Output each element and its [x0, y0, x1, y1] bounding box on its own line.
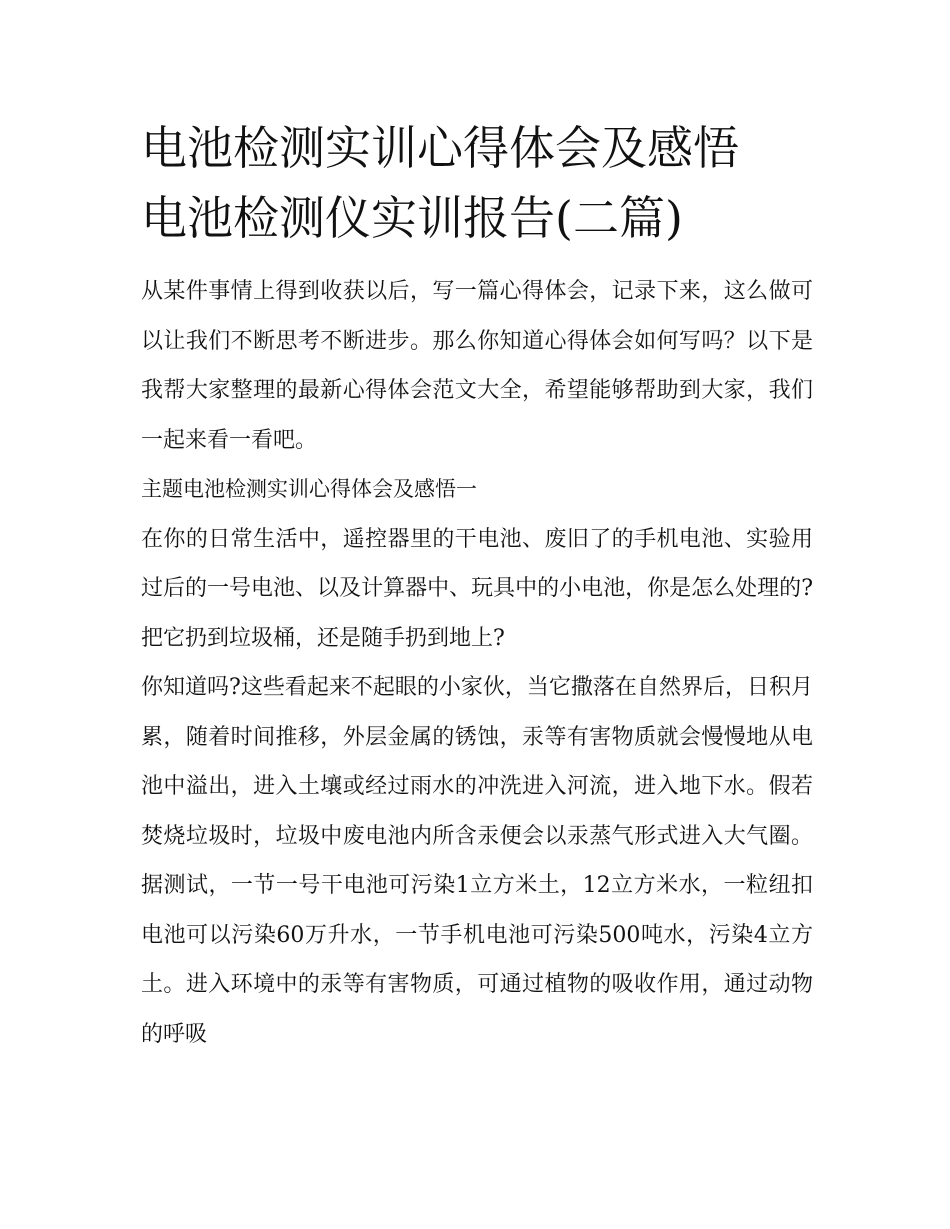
section-heading: 主题电池检测实训心得体会及感悟一: [141, 477, 477, 501]
document-body: [141, 113, 813, 1059]
title-line-2: 电池检测仪实训报告(二篇): [141, 191, 683, 245]
intro-paragraph: 从某件事情上得到收获以后，写一篇心得体会，记录下来，这么做可以让我们不断思考不断进步。那么你知道心得体会如何写吗？以下是我帮大家整理的最新心得体会范文大全，希望能够帮助到大家，我们一起来看一看吧。: [141, 279, 813, 453]
body-paragraph-2: 你知道吗?这些看起来不起眼的小家伙，当它撒落在自然界后，日积月累，随着时间推移，外层金属的锈蚀，汞等有害物质就会慢慢地从电池中溢出，进入土壤或经过雨水的冲洗进入河流，进入地下水。假若焚烧垃圾时，垃圾中废电池内所含汞便会以汞蒸气形式进入大气圈。据测试，一节一号干电池可污染1立方米土，12立方米水，一粒纽扣电池可以污染60万升水，一节手机电池可污染500吨水，污染4立方土。进入环境中的汞等有害物质，可通过植物的吸收作用，通过动物的呼吸: [141, 675, 814, 1047]
body-paragraph-1: 在你的日常生活中，遥控器里的干电池、废旧了的手机电池、实验用过后的一号电池、以及计算器中、玩具中的小电池，你是怎么处理的?把它扔到垃圾桶，还是随手扔到地上?: [141, 526, 813, 651]
document-title: [141, 113, 813, 253]
title-line-1: 电池检测实训心得体会及感悟: [141, 121, 739, 175]
